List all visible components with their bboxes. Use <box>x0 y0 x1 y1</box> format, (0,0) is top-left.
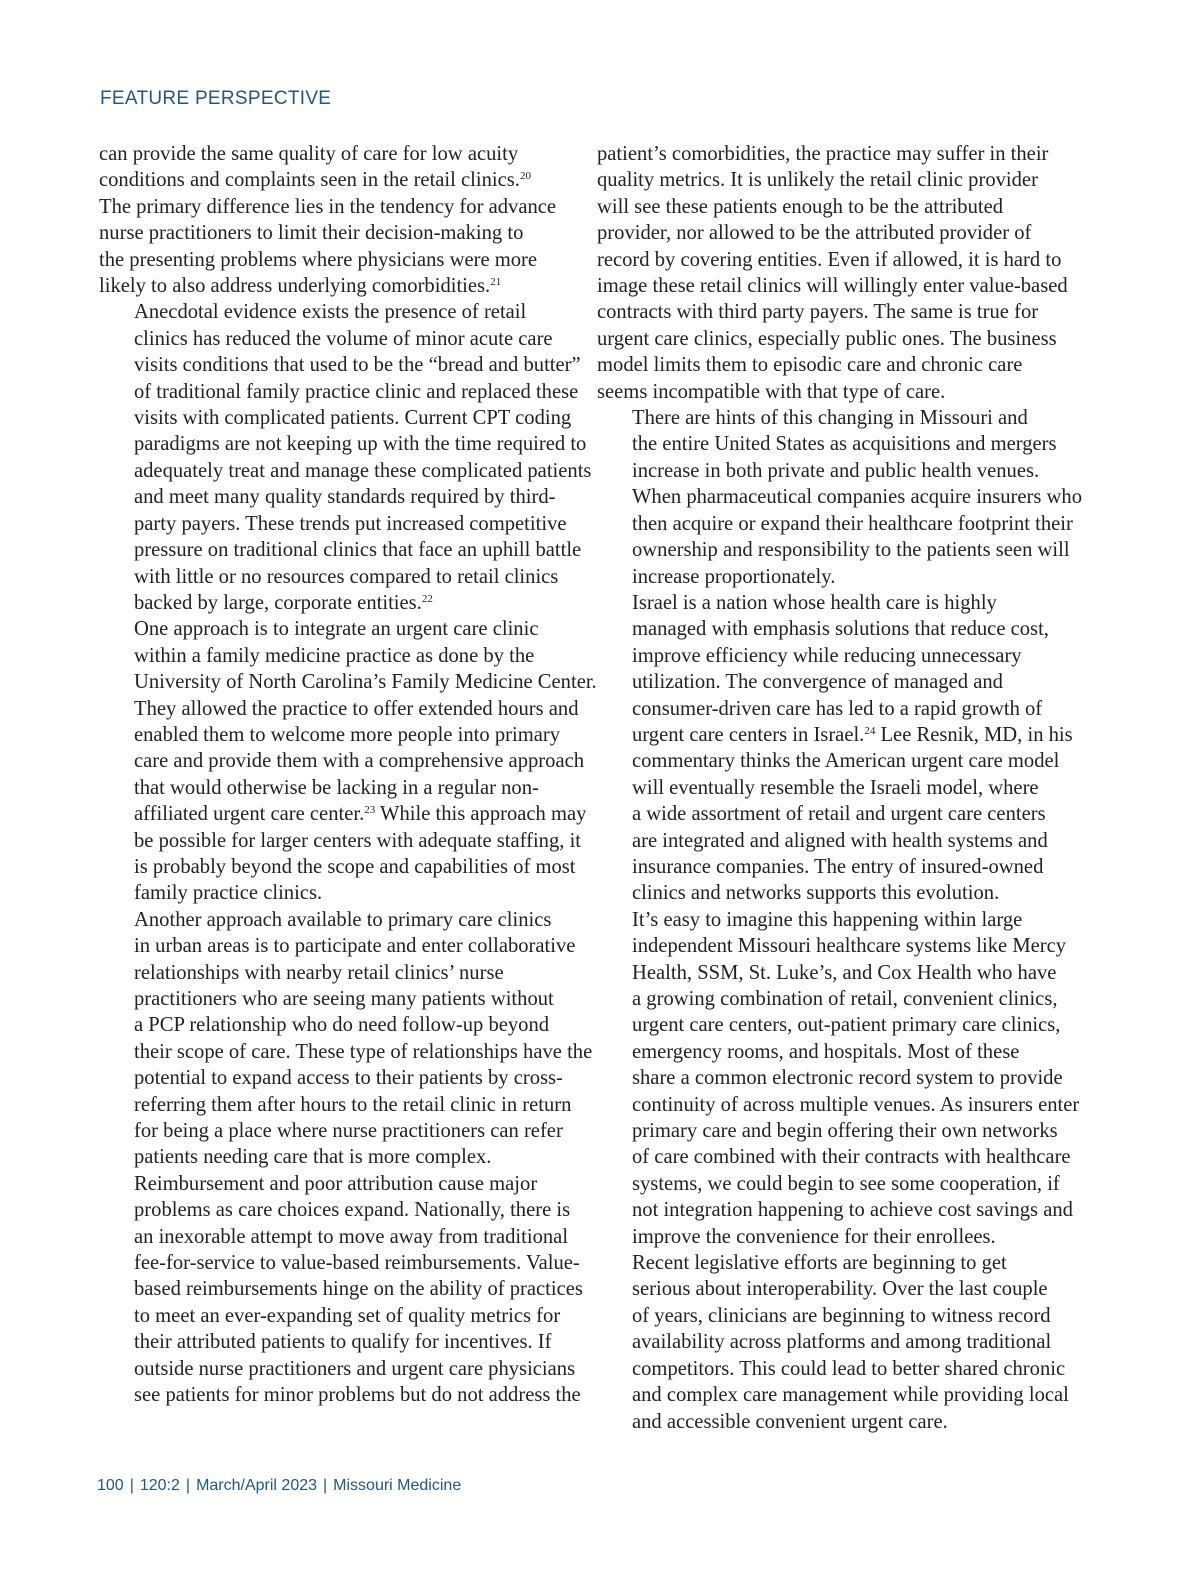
text-line: outside nurse practitioners and urgent care physicians <box>134 1357 576 1380</box>
page-footer: 100 | 120:2 | March/April 2023 | Missouri Medicine <box>97 1477 462 1494</box>
issue-number: 120:2 <box>139 1477 180 1494</box>
text-line: and complex care management while providing local <box>632 1384 1069 1407</box>
citation-ref: 20 <box>519 170 531 183</box>
text-line: provider, nor allowed to be the attributed provider of <box>597 222 1032 245</box>
paragraph-1 <box>99 141 583 299</box>
text-line: family practice clinics. <box>134 882 323 905</box>
text-line: adequately treat and manage these complicated patients <box>134 459 592 482</box>
text-line: visits with complicated patients. Current CPT coding <box>134 407 572 430</box>
text-line: contracts with third party payers. The same is true for <box>597 301 1039 324</box>
paragraph-5 <box>597 1250 1087 1435</box>
citation-ref: 22 <box>421 592 433 605</box>
text-line: with little or no resources compared to retail clinics <box>134 565 559 588</box>
left-column <box>99 141 597 1409</box>
text-line: continuity of across multiple venues. As insurers enter <box>632 1093 1080 1116</box>
paragraph-5 <box>99 1171 583 1409</box>
section-header: FEATURE PERSPECTIVE <box>100 88 332 109</box>
text-line: clinics and networks supports this evolution. <box>632 882 1000 905</box>
text-line: to meet an ever-expanding set of quality metrics for <box>134 1304 561 1327</box>
text-line: independent Missouri healthcare systems like Mercy <box>632 935 1067 958</box>
text-line: within a family medicine practice as done by the <box>134 644 535 667</box>
text-line: Health, SSM, St. Luke’s, and Cox Health who have <box>632 961 1057 984</box>
citation-ref: 24 <box>864 724 876 737</box>
paragraph-4 <box>597 907 1087 1250</box>
text-line: backed by large, corporate entities.$^{22}$ <box>134 591 433 614</box>
text-line: visits conditions that used to be the “bread and butter” <box>134 354 581 377</box>
text-line: pressure on traditional clinics that face an uphill battle <box>134 539 582 562</box>
text-line: Israel is a nation whose health care is highly <box>632 591 997 614</box>
text-line: is probably beyond the scope and capabilities of most <box>134 855 576 878</box>
text-line: a growing combination of retail, convenient clinics, <box>632 988 1058 1010</box>
text-line: not integration happening to achieve cost savings and <box>632 1199 1073 1222</box>
text-line: and meet many quality standards required by third- <box>134 486 556 509</box>
text-line: the presenting problems where physicians were more <box>99 248 538 271</box>
text-line: insurance companies. The entry of insured-owned <box>632 855 1044 878</box>
text-line: are integrated and aligned with health systems and <box>632 829 1048 852</box>
text-line: systems, we could begin to see some cooperation, if <box>632 1172 1060 1195</box>
text-line: that would otherwise be lacking in a regular non- <box>134 776 539 799</box>
text-line: They allowed the practice to offer extended hours and <box>134 697 579 720</box>
text-line: problems as care choices expand. Nationally, there is <box>134 1199 571 1222</box>
text-line: referring them after hours to the retail clinic in return <box>134 1093 572 1116</box>
paragraph-3 <box>597 590 1087 907</box>
text-line: will see these patients enough to be the attributed <box>597 195 1004 218</box>
text-line: Reimbursement and poor attribution cause major <box>134 1172 538 1195</box>
text-line: One approach is to integrate an urgent care clinic <box>134 618 539 641</box>
text-line: record by covering entities. Even if allowed, it is hard to <box>597 248 1062 271</box>
text-line: for being a place where nurse practitioners can refer <box>134 1120 563 1143</box>
text-line: urgent care clinics, especially public ones. The business <box>597 327 1057 350</box>
text-line: There are hints of this changing in Missouri and <box>632 407 1028 430</box>
text-line: their attributed patients to qualify for incentives. If <box>134 1331 552 1354</box>
text-line: quality metrics. It is unlikely the retail clinic provider <box>597 169 1038 192</box>
text-line: emergency rooms, and hospitals. Most of these <box>632 1040 1020 1063</box>
text-line: increase proportionately. <box>632 565 836 588</box>
text-line: model limits them to episodic care and chronic care <box>597 354 1023 377</box>
text-line: improve efficiency while reducing unnecessary <box>632 644 1022 667</box>
text-line: The primary difference lies in the tendency for advance <box>99 195 557 218</box>
text-line: a wide assortment of retail and urgent care centers <box>632 803 1046 826</box>
text-line: relationships with nearby retail clinics’ nurse <box>134 961 504 984</box>
text-line: will eventually resemble the Israeli model, where <box>632 776 1039 799</box>
text-line: a PCP relationship who do need follow-up beyond <box>134 1014 550 1037</box>
text-line: clinics has reduced the volume of minor acute care <box>134 327 553 350</box>
text-line: increase in both private and public health venues. <box>632 459 1040 482</box>
text-line: potential to expand access to their patients by cross- <box>134 1067 563 1090</box>
text-line: commentary thinks the American urgent care model <box>632 750 1060 773</box>
text-line: conditions and complaints seen in the retail clinics.$^{20}$ <box>99 169 531 192</box>
text-line: practitioners who are seeing many patients without <box>134 988 554 1010</box>
text-line: in urban areas is to participate and enter collaborative <box>134 935 576 958</box>
text-line: enabled them to welcome more people into primary <box>134 723 561 746</box>
text-line: and accessible convenient urgent care. <box>632 1410 948 1433</box>
text-line: nurse practitioners to limit their decision-making to <box>99 222 524 245</box>
text-line: share a common electronic record system to provide <box>632 1067 1063 1090</box>
paragraph-2 <box>597 405 1087 590</box>
text-line: competitors. This could lead to better shared chronic <box>632 1357 1066 1380</box>
text-line: fee-for-service to value-based reimbursements. Value- <box>134 1252 580 1275</box>
text-line: paradigms are not keeping up with the time required to <box>134 433 587 456</box>
right-column <box>597 141 1087 1435</box>
text-line: of years, clinicians are beginning to witness record <box>632 1304 1051 1327</box>
text-line: the entire United States as acquisitions and mergers <box>632 433 1057 456</box>
text-line: patient’s comorbidities, the practice may suffer in their <box>597 143 1049 165</box>
text-line: improve the convenience for their enrollees. <box>632 1225 996 1248</box>
text-line: an inexorable attempt to move away from traditional <box>134 1225 569 1248</box>
text-line: see patients for minor problems but do not address the <box>134 1384 581 1407</box>
text-line: be possible for larger centers with adequate staffing, it <box>134 829 582 852</box>
paragraph-1 <box>597 141 1087 405</box>
text-line: can provide the same quality of care for low acuity <box>99 143 519 165</box>
text-line: image these retail clinics will willingly enter value-based <box>597 275 1068 298</box>
paragraph-2 <box>99 299 592 616</box>
text-line: of care combined with their contracts with healthcare <box>632 1146 1071 1169</box>
text-line: seems incompatible with that type of care. <box>597 380 946 403</box>
journal-name: Missouri Medicine <box>333 1477 462 1494</box>
text-line: affiliated urgent care center.$^{23}$ While this approach may <box>134 803 587 826</box>
text-line: ownership and responsibility to the patients seen will <box>632 539 1070 562</box>
text-line: of traditional family practice clinic and replaced these <box>134 380 579 403</box>
text-line: managed with emphasis solutions that reduce cost, <box>632 618 1049 641</box>
text-line: availability across platforms and among traditional <box>632 1331 1052 1354</box>
text-line: urgent care centers, out-patient primary care clinics, <box>632 1014 1061 1037</box>
text-line: based reimbursements hinge on the ability of practices <box>134 1278 583 1301</box>
citation-ref: 21 <box>490 276 502 289</box>
text-line: When pharmaceutical companies acquire insurers who <box>632 486 1083 509</box>
page-number: 100 <box>97 1477 124 1494</box>
text-line: care and provide them with a comprehensive approach <box>134 750 585 773</box>
text-line: urgent care centers in Israel.$^{24}$ Lee Resnik, MD, in his <box>632 723 1073 746</box>
text-line: serious about interoperability. Over the last couple <box>632 1278 1048 1301</box>
text-line: their scope of care. These type of relationships have the <box>134 1040 593 1063</box>
text-line: Another approach available to primary care clinics <box>134 908 552 931</box>
text-line: primary care and begin offering their own networks <box>632 1120 1058 1143</box>
text-line: Anecdotal evidence exists the presence of retail <box>134 301 527 324</box>
text-line: University of North Carolina’s Family Medicine Center. <box>134 671 597 694</box>
paragraph-3 <box>99 616 597 906</box>
text-line: patients needing care that is more complex. <box>134 1146 492 1169</box>
issue-date: March/April 2023 <box>196 1477 318 1494</box>
text-line: then acquire or expand their healthcare footprint their <box>632 512 1073 535</box>
text-line: consumer-driven care has led to a rapid growth of <box>632 697 1043 720</box>
text-line: likely to also address underlying comorbidities.$^{21}$ <box>99 275 502 298</box>
text-line: Recent legislative efforts are beginning to get <box>632 1252 1007 1275</box>
text-line: utilization. The convergence of managed and <box>632 671 1003 694</box>
paragraph-4 <box>99 907 593 1171</box>
citation-ref: 23 <box>364 804 376 817</box>
text-line: party payers. These trends put increased competitive <box>134 512 567 535</box>
text-line: It’s easy to imagine this happening within large <box>632 908 1023 931</box>
